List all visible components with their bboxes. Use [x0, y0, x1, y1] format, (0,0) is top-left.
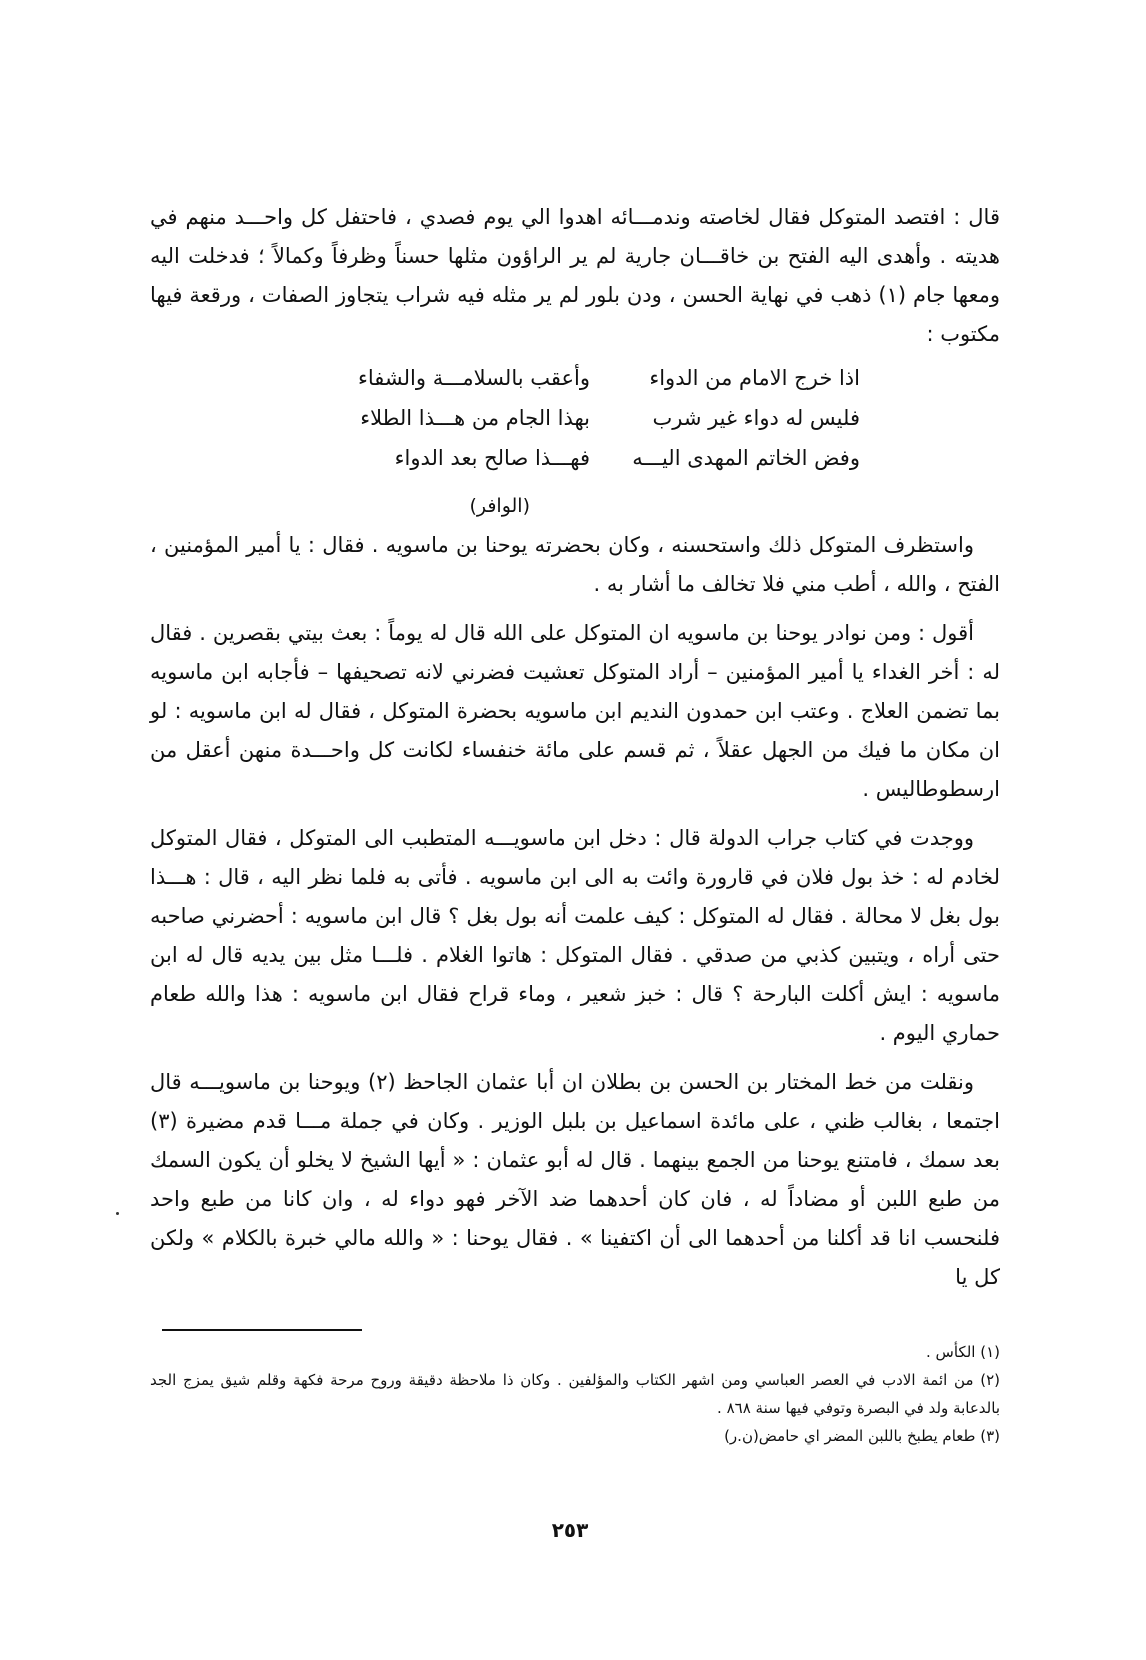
page-body — [150, 198, 1000, 1297]
footnote: (١) الكأس . — [926, 1343, 1000, 1361]
paragraph: ووجدت في كتاب جراب الدولة قال : دخل ابن ماسويـــه المتطبب الى المتوكل ، فقال المتوكل لخادم له : خذ بول فلان في قارورة وائت به الى ابن ماسويه . فأتى به فلما نظر اليه ، قال : هـــذا بول بغل لا محالة . فقال له المتوكل : كيف علمت أنه بول بغل ؟ قال ابن ماسويه : أحضرني صاحبه حتى أراه ، ويتبين كذبي من صدقي . فقال المتوكل : هاتوا الغلام . فلـــا مثل بين يديه قال له ابن ماسويه : ايش أكلت البارحة ؟ قال : خبز شعير ، وماء قراح فقال ابن ماسويه : هذا والله طعام حماري اليوم . — [150, 826, 1000, 1045]
poem-verse — [150, 398, 860, 438]
poem-verse — [150, 438, 860, 478]
verse-second-hemistich: بهذا الجام من هـــذا الطلاء — [360, 406, 590, 430]
verse-second-hemistich: وأعقب بالسلامـــة والشفاء — [358, 366, 590, 390]
paragraph: ونقلت من خط المختار بن الحسن بن بطلان ان أبا عثمان الجاحظ (٢) ويوحنا بن ماسويـــه قال اجتمعا ، بغالب ظني ، على مائدة اسماعيل بن بلبل الوزير . وكان في جملة مـــا قدم مضيرة (٣) بعد سمك ، فامتنع يوحنا من الجمع بينهما . قال له أبو عثمان : « أيها الشيخ لا يخلو أن يكون السمك من طبع اللبن أو مضاداً له ، فان كان أحدهما ضد الآخر فهو دواء له ، وان كانا من طبع واحد فلنحسب انا قد أكلنا من أحدهما الى أن اكتفينا » . فقال يوحنا : « والله مالي خبرة بالكلام » ولكن كل يا — [150, 1070, 1000, 1289]
intro-paragraph: قال : افتصد المتوكل فقال لخاصته وندمـــائه اهدوا الي يوم فصدي ، فاحتفل كل واحـــد منهم في هديته . وأهدى اليه الفتح بن خاقـــان جارية لم ير الراؤون مثلها حسناً وظرفاً وكمالاً ؛ فدخلت اليه ومعها جام (١) ذهب في نهاية الحسن ، ودن بلور لم ير مثله فيه شراب يتجاوز الصفات ، ورقعة فيها مكتوب : — [150, 205, 1000, 346]
footnote-divider — [162, 1329, 362, 1331]
paragraph: واستظرف المتوكل ذلك واستحسنه ، وكان بحضرته يوحنا بن ماسويه . فقال : يا أمير المؤمنين ، الفتح ، والله ، أطب مني فلا تخالف ما أشار به . — [150, 533, 1000, 596]
verse-second-hemistich: فهـــذا صالح بعد الدواء — [394, 446, 590, 470]
verse-first-hemistich: اذا خرج الامام من الدواء — [649, 366, 860, 390]
poem — [150, 358, 1000, 478]
footnote: (٢) من ائمة الادب في العصر العباسي ومن اشهر الكتاب والمؤلفين . وكان ذا ملاحظة دقيقة وروح مرحة فكهة وقلم شيق يمزج الجد بالدعابة ولد في البصرة وتوفي فيها سنة ٨٦٨ . — [150, 1371, 1000, 1417]
footnotes — [150, 1338, 1000, 1450]
poem-meter: (الوافر) — [469, 495, 530, 517]
paragraph: أقول : ومن نوادر يوحنا بن ماسويه ان المتوكل على الله قال له يوماً : بعث بيتي بقصرين . فقال له : أخر الغداء يا أمير المؤمنين – أراد المتوكل تعشيت فضرني لانه تصحيفها – فأجابه ابن ماسويه بما تضمن العلاج . وعتب ابن حمدون النديم ابن ماسويه بحضرة المتوكل ، فقال له ابن ماسويه : لو ان مكان ما فيك من الجهل عقلاً ، ثم قسم على مائة خنفساء لكانت كل واحـــدة منهن أعقل من ارسطوطاليس . — [150, 621, 1000, 801]
poem-verse — [150, 358, 860, 398]
margin-dot — [116, 1212, 119, 1215]
footnote: (٣) طعام يطبخ باللبن المضر اي حامض(ن.ر) — [724, 1427, 1000, 1445]
verse-first-hemistich: وفض الخاتم المهدى اليـــه — [632, 446, 860, 470]
verse-first-hemistich: فليس له دواء غير شرب — [652, 406, 860, 430]
page-number: ٢٥٣ — [551, 1518, 589, 1542]
